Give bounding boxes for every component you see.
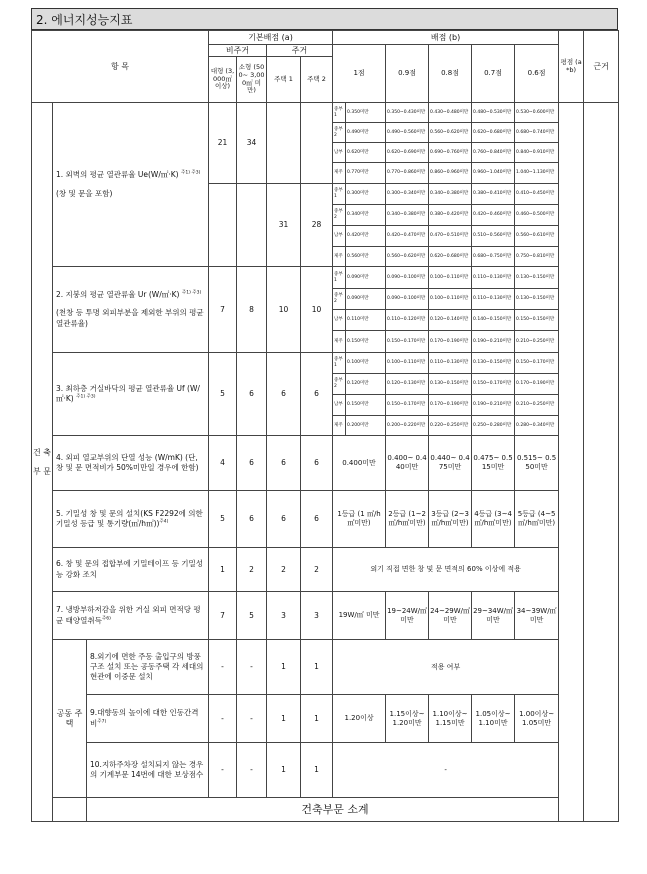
table-cell: 남부	[333, 143, 346, 163]
table-cell: 0.380~0.420미만	[429, 205, 472, 226]
table-cell: 10	[267, 267, 301, 353]
table-cell: 3등급 (2~3 ㎥/h㎡미만)	[429, 491, 472, 548]
energy-performance-sheet	[31, 8, 618, 822]
table-cell: 0.110~0.130미만	[472, 289, 515, 310]
table-cell: 4등급 (3~4 ㎥/h㎡미만)	[472, 491, 515, 548]
table-cell: 0.100~0.110미만	[429, 289, 472, 310]
table-cell: 1	[267, 743, 301, 798]
table-cell: 0.090~0.100미만	[386, 289, 429, 310]
table-cell: 남부	[333, 226, 346, 247]
table-cell: 0.130~0.150미만	[515, 289, 559, 310]
table-cell: 제주	[333, 416, 346, 436]
table-cell: 0.250~0.280미만	[472, 416, 515, 436]
header-basis: 근거	[584, 31, 619, 103]
table-cell: 제주	[333, 247, 346, 267]
table-cell: 0.840~0.910미만	[515, 143, 559, 163]
table-cell: 0.110~0.130미만	[472, 267, 515, 289]
table-cell: -	[209, 743, 237, 798]
table-cell: 1.040~1.130미만	[515, 163, 559, 184]
table-cell: 0.690~0.760미만	[429, 143, 472, 163]
table-cell: 0.090미만	[346, 289, 386, 310]
table-cell: 중부1	[333, 184, 346, 205]
table-cell: 0.420미만	[346, 226, 386, 247]
table-cell: 6	[267, 491, 301, 548]
table-cell: 0.170~0.190미만	[515, 374, 559, 395]
table-cell: 0.120미만	[346, 374, 386, 395]
header-housing2: 주택 2	[301, 57, 333, 103]
table-cell: 0.760~0.840미만	[472, 143, 515, 163]
table-cell: 5등급 (4~5 ㎥/h㎡미만)	[515, 491, 559, 548]
empty-cell	[209, 184, 237, 267]
table-cell: 0.420~0.460미만	[472, 205, 515, 226]
table-cell: 0.480~0.530미만	[472, 103, 515, 123]
level-0-8: 0.8점	[429, 45, 472, 103]
header-points: 배점 (b)	[333, 31, 559, 45]
table-cell: 0.680~0.740미만	[515, 123, 559, 143]
table-cell: 0.560~0.610미만	[515, 226, 559, 247]
table-cell: 19W/㎡ 미만	[333, 592, 386, 640]
table-cell: 0.515~ 0.550미만	[515, 436, 559, 491]
table-cell: 6	[237, 353, 267, 436]
item-3: 3. 최하층 거실바닥의 평균 열관류율 Uf (W/㎡·K) $^{주1) 주3)}$	[53, 353, 209, 436]
table-cell: 1.10이상~ 1.15미만	[429, 695, 472, 743]
table-cell: 0.090~0.100미만	[386, 267, 429, 289]
item-6: 6. 창 및 문의 접합부에 기밀테이프 등 기밀성능 강화 조치	[53, 548, 209, 592]
level-0-9: 0.9점	[386, 45, 429, 103]
header-small: 소형 (500~ 3,000㎡ 미만)	[237, 57, 267, 103]
table-cell: 0.430~0.480미만	[429, 103, 472, 123]
table-cell: 0.620~0.680미만	[472, 123, 515, 143]
table-cell: 0.350~0.430미만	[386, 103, 429, 123]
eval-column	[559, 103, 584, 822]
table-cell: 0.190~0.210미만	[472, 395, 515, 416]
table-cell: 0.490~0.560미만	[386, 123, 429, 143]
table-cell: 0.210~0.250미만	[515, 331, 559, 353]
item-4: 4. 외피 열교부위의 단열 성능 (W/mK) (단, 창 및 문 면적비가 50%미만일 경우에 한함)	[53, 436, 209, 491]
table-cell: 중부2	[333, 205, 346, 226]
table-cell: 2등급 (1~2 ㎥/h㎡미만)	[386, 491, 429, 548]
table-cell: 5	[209, 491, 237, 548]
table-cell: 0.960~1.040미만	[472, 163, 515, 184]
table-cell: 0.090미만	[346, 267, 386, 289]
subtotal-label: 건축부문 소계	[87, 798, 584, 822]
table-cell: 6	[237, 436, 267, 491]
score-large: 21	[209, 103, 237, 184]
table-cell: 3	[267, 592, 301, 640]
score-housing2: 28	[301, 184, 333, 267]
empty-cell	[53, 798, 87, 822]
table-cell: 0.200~0.220미만	[386, 416, 429, 436]
table-cell: 0.210~0.250미만	[515, 395, 559, 416]
table-cell: 6	[237, 491, 267, 548]
table-cell: 0.410~0.450미만	[515, 184, 559, 205]
table-cell: -	[209, 695, 237, 743]
table-cell: 1등급 (1 ㎥/h㎡미만)	[333, 491, 386, 548]
table-cell: 중부1	[333, 103, 346, 123]
table-cell: -	[237, 640, 267, 695]
table-cell: 1.20이상	[333, 695, 386, 743]
table-cell: 0.440~ 0.475미만	[429, 436, 472, 491]
table-cell: 0.100미만	[346, 353, 386, 374]
table-cell: 6	[301, 436, 333, 491]
score-housing1: 31	[267, 184, 301, 267]
table-cell: 0.150~0.150미만	[515, 310, 559, 331]
table-cell: 6	[267, 436, 301, 491]
header-item: 항 목	[32, 31, 209, 103]
table-cell: 외기 직접 면한 창 및 문 면적의 60% 이상에 적용	[333, 548, 559, 592]
table-cell: 1	[267, 695, 301, 743]
level-1: 1점	[333, 45, 386, 103]
table-cell: 34~39W/㎡ 미만	[515, 592, 559, 640]
item-2: 2. 지붕의 평균 열관류율 Ur (W/㎡·K) $^{주1) 주3)}$ (천창 등 투명 외피부분을 제외한 부위의 평균 열관류율)	[53, 267, 209, 353]
table-cell: 0.400~ 0.440미만	[386, 436, 429, 491]
table-cell: 29~34W/㎡ 미만	[472, 592, 515, 640]
section-title: 2. 에너지성능지표	[31, 8, 618, 30]
table-cell: 0.380~0.410미만	[472, 184, 515, 205]
table-cell: 1	[301, 743, 333, 798]
table-cell: 0.170~0.190미만	[429, 331, 472, 353]
table-cell: 0.280~0.340미만	[515, 416, 559, 436]
table-cell: 0.620~0.680미만	[429, 247, 472, 267]
table-cell: 0.150~0.170미만	[515, 353, 559, 374]
table-cell: 0.110~0.120미만	[386, 310, 429, 331]
table-cell: 0.620~0.690미만	[386, 143, 429, 163]
empty-cell	[301, 103, 333, 184]
table-cell: 0.475~ 0.515미만	[472, 436, 515, 491]
table-cell: 4	[209, 436, 237, 491]
table-cell: 2	[267, 548, 301, 592]
item-1: 1. 외벽의 평균 열관류율 Ue(W/㎡·K) $^{주1) 주3)}$ (창 및 문을 포함)	[53, 103, 209, 267]
table-cell: 0.400미만	[333, 436, 386, 491]
table-cell: 0.220~0.250미만	[429, 416, 472, 436]
table-cell: 19~24W/㎡ 미만	[386, 592, 429, 640]
table-cell: 0.170~0.190미만	[429, 395, 472, 416]
table-cell: 0.150~0.170미만	[472, 374, 515, 395]
table-cell: 0.100~0.110미만	[429, 267, 472, 289]
table-cell: 5	[237, 592, 267, 640]
table-cell: 10	[301, 267, 333, 353]
table-cell: 0.560~0.620미만	[386, 247, 429, 267]
table-cell: 3	[301, 592, 333, 640]
table-cell: 중부1	[333, 267, 346, 289]
table-cell: 7	[209, 592, 237, 640]
table-cell: 적용 여부	[333, 640, 559, 695]
item-5: 5. 기밀성 창 및 문의 설치(KS F2292에 의한 기밀성 등급 및 통기량(㎥/h㎡))$^{주4)}$	[53, 491, 209, 548]
table-cell: 0.190~0.210미만	[472, 331, 515, 353]
item-10: 10.지하주차장 설치되지 않는 경우의 기계부문 14번에 대한 보상점수	[87, 743, 209, 798]
table-cell: 중부2	[333, 289, 346, 310]
item-7: 7. 냉방부하저감을 위한 거실 외피 면적당 평균 태양열취득$^{주6)}$	[53, 592, 209, 640]
table-cell: 0.140~0.150미만	[472, 310, 515, 331]
table-cell: 0.150미만	[346, 331, 386, 353]
table-cell: -	[209, 640, 237, 695]
table-cell: 중부1	[333, 353, 346, 374]
table-cell: 1	[301, 640, 333, 695]
table-cell: 0.770~0.860미만	[386, 163, 429, 184]
table-cell: 0.300미만	[346, 184, 386, 205]
header-eval-score: 평점 (a*b)	[559, 31, 584, 103]
table-cell: 2	[237, 548, 267, 592]
table-cell: 8	[237, 267, 267, 353]
table-cell: 0.560미만	[346, 247, 386, 267]
table-cell: 0.120~0.130미만	[386, 374, 429, 395]
table-cell: 0.130~0.150미만	[429, 374, 472, 395]
group-label: 공동 주택	[53, 640, 87, 798]
table-cell: 0.530~0.600미만	[515, 103, 559, 123]
table-cell: 0.350미만	[346, 103, 386, 123]
table-cell: 1.00이상~ 1.05미만	[515, 695, 559, 743]
table-cell: 0.300~0.340미만	[386, 184, 429, 205]
table-cell: 남부	[333, 310, 346, 331]
table-cell: 1	[209, 548, 237, 592]
table-cell: 0.420~0.470미만	[386, 226, 429, 247]
table-cell: 0.150~0.170미만	[386, 331, 429, 353]
table-cell: 0.120~0.140미만	[429, 310, 472, 331]
table-cell: 0.150~0.170미만	[386, 395, 429, 416]
table-cell: 0.470~0.510미만	[429, 226, 472, 247]
header-housing1: 주택 1	[267, 57, 301, 103]
table-cell: -	[237, 743, 267, 798]
table-cell: -	[333, 743, 559, 798]
table-cell: 0.150미만	[346, 395, 386, 416]
table-cell: 5	[209, 353, 237, 436]
header-large: 대형 (3,000㎡ 이상)	[209, 57, 237, 103]
header-non-residential: 비주거	[209, 45, 267, 57]
table-cell: 0.340~0.380미만	[429, 184, 472, 205]
table-cell: 0.100~0.110미만	[386, 353, 429, 374]
table-cell: 0.110미만	[346, 310, 386, 331]
table-cell: 1	[301, 695, 333, 743]
table-cell: 0.560~0.620미만	[429, 123, 472, 143]
table-cell: 제주	[333, 163, 346, 184]
score-small: 34	[237, 103, 267, 184]
energy-performance-table	[31, 30, 619, 822]
table-cell: 0.130~0.150미만	[472, 353, 515, 374]
table-cell: 7	[209, 267, 237, 353]
item-9: 9.대향동의 높이에 대한 인동간격비$^{주7)}$	[87, 695, 209, 743]
item-8: 8.외기에 면한 주동 출입구의 방풍구조 설치 또는 공동주택 각 세대의 현관에 이중문 설치	[87, 640, 209, 695]
table-cell: 남부	[333, 395, 346, 416]
table-cell: 0.460~0.500미만	[515, 205, 559, 226]
table-cell: 6	[301, 353, 333, 436]
table-cell: 0.860~0.960미만	[429, 163, 472, 184]
table-cell: 0.340미만	[346, 205, 386, 226]
table-cell: 0.490미만	[346, 123, 386, 143]
section-label: 건 축 부 문	[32, 103, 53, 822]
table-cell: 1.05이상~ 1.10미만	[472, 695, 515, 743]
table-cell: 0.200미만	[346, 416, 386, 436]
header-residential: 주거	[267, 45, 333, 57]
basis-column	[584, 103, 619, 822]
table-cell: 6	[267, 353, 301, 436]
table-cell: 0.770미만	[346, 163, 386, 184]
table-cell: 0.340~0.380미만	[386, 205, 429, 226]
level-0-6: 0.6점	[515, 45, 559, 103]
header-basic-score: 기본배점 (a)	[209, 31, 333, 45]
table-cell: 2	[301, 548, 333, 592]
table-cell: 0.750~0.810미만	[515, 247, 559, 267]
table-cell: 1	[267, 640, 301, 695]
empty-cell	[237, 184, 267, 267]
table-cell: 0.680~0.750미만	[472, 247, 515, 267]
table-cell: 중부2	[333, 123, 346, 143]
table-cell: 1.15이상~ 1.20미만	[386, 695, 429, 743]
table-cell: 중부2	[333, 374, 346, 395]
table-cell: 0.130~0.150미만	[515, 267, 559, 289]
table-cell: 0.510~0.560미만	[472, 226, 515, 247]
table-cell: 24~29W/㎡ 미만	[429, 592, 472, 640]
table-cell: -	[237, 695, 267, 743]
empty-cell	[267, 103, 301, 184]
table-cell: 0.620미만	[346, 143, 386, 163]
table-cell: 제주	[333, 331, 346, 353]
table-cell: 0.110~0.130미만	[429, 353, 472, 374]
level-0-7: 0.7점	[472, 45, 515, 103]
table-cell: 6	[301, 491, 333, 548]
